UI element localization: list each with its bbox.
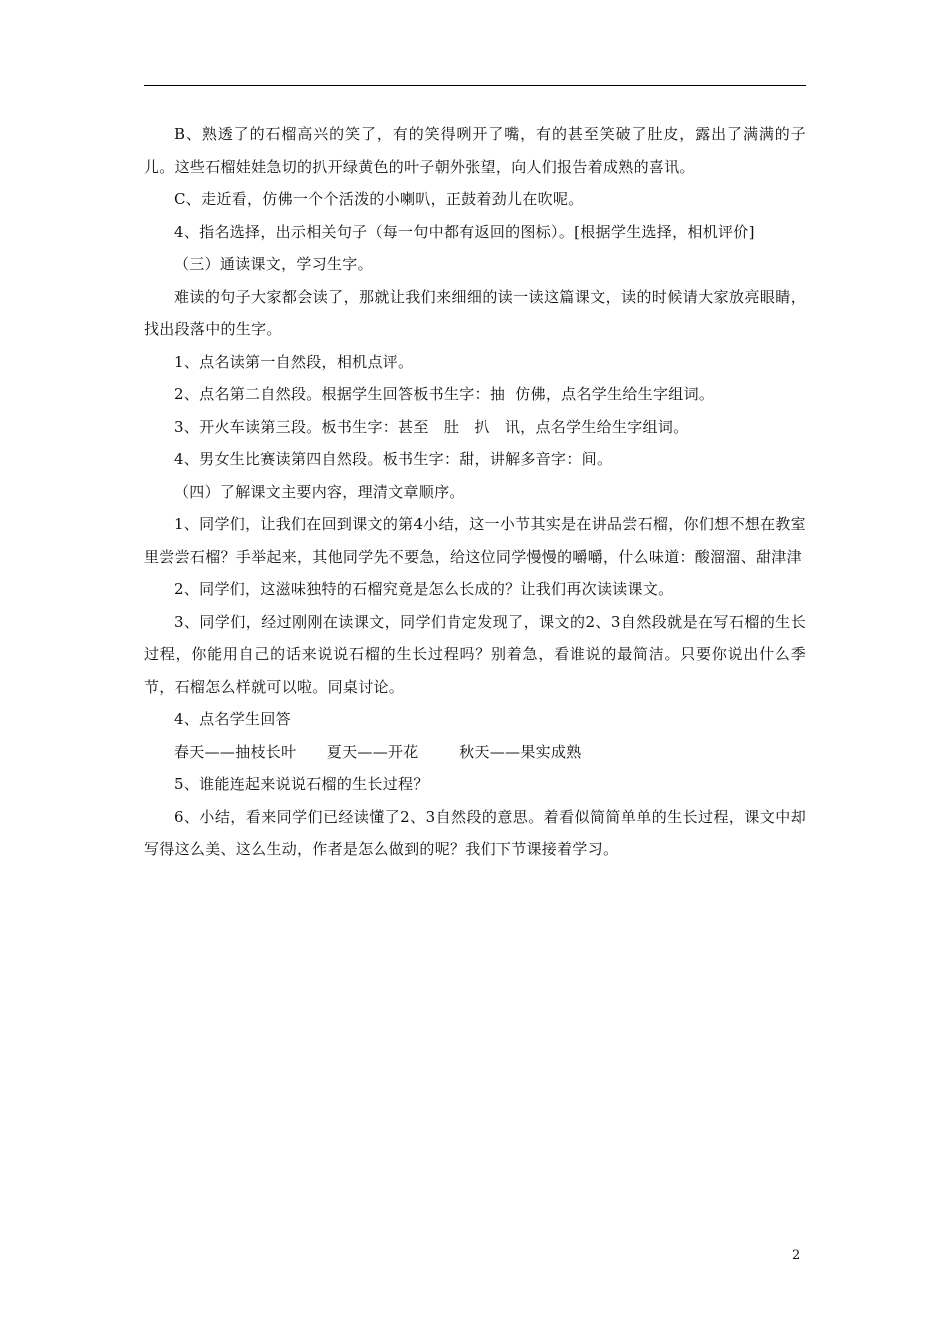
paragraph-step-3-discuss: 3、同学们，经过刚刚在读课文，同学们肯定发现了，课文的2、3自然段就是在写石榴的生长过程，你能用自己的话来说说石榴的生长过程吗？别着急，看谁说的最简洁。只要你说出什么季节，石榴怎么样就可以啦。同桌讨论。 (144, 612, 806, 696)
page-number: 2 (792, 1248, 801, 1263)
section-heading-3: （三）通读课文，学习生字。 (174, 255, 373, 273)
list-item-4: 4、男女生比赛读第四自然段。板书生字：甜，讲解多音字：间。 (174, 450, 613, 468)
list-item-2: 2、点名第二自然段。根据学生回答板书生字：抽 仿佛，点名学生给生字组词。 (174, 385, 715, 403)
list-item-1: 1、点名读第一自然段，相机点评。 (174, 352, 414, 371)
paragraph-option-c: C、走近看，仿佛一个个活泼的小喇叭，正鼓着劲儿在吹呢。 (174, 190, 584, 208)
paragraph-growth-stages: 春天——抽枝长叶 夏天——开花 秋天——果实成熟 (174, 742, 582, 761)
paragraph-step-4-select: 4、指名选择，出示相关句子（每一句中都有返回的图标）。[根据学生选择，相机评价] (174, 222, 755, 241)
header-rule (144, 85, 806, 86)
paragraph-intro-reading: 难读的句子大家都会读了，那就让我们来细细的读一读这篇课文，读的时候请大家放亮眼睛，找出段落中的生字。 (144, 287, 806, 338)
paragraph-step-4-answer: 4、点名学生回答 (174, 710, 291, 728)
paragraph-option-b: B、熟透了的石榴高兴的笑了，有的笑得咧开了嘴，有的甚至笑破了肚皮，露出了满满的子儿。这些石榴娃娃急切的扒开绿黄色的叶子朝外张望，向人们报告着成熟的喜讯。 (144, 125, 806, 176)
document-body (144, 118, 806, 866)
paragraph-step-1-taste: 1、同学们，让我们在回到课文的第4小结，这一小节其实是在讲品尝石榴，你们想不想在教室里尝尝石榴？手举起来，其他同学先不要急，给这位同学慢慢的嚼嚼，什么味道：酸溜溜、甜津津 (144, 515, 806, 566)
list-item-3: 3、开火车读第三段。板书生字：甚至 肚 扒 讯，点名学生给生字组词。 (174, 417, 689, 436)
paragraph-step-2-growth: 2、同学们，这滋味独特的石榴究竟是怎么长成的？让我们再次读读课文。 (174, 580, 674, 598)
paragraph-step-6-summary: 6、小结，看来同学们已经读懂了2、3自然段的意思。着看似简简单单的生长过程，课文中却写得这么美、这么生动，作者是怎么做到的呢？我们下节课接着学习。 (144, 807, 806, 858)
paragraph-step-5: 5、谁能连起来说说石榴的生长过程？ (174, 775, 429, 793)
section-heading-4: （四）了解课文主要内容，理清文章顺序。 (174, 482, 465, 501)
